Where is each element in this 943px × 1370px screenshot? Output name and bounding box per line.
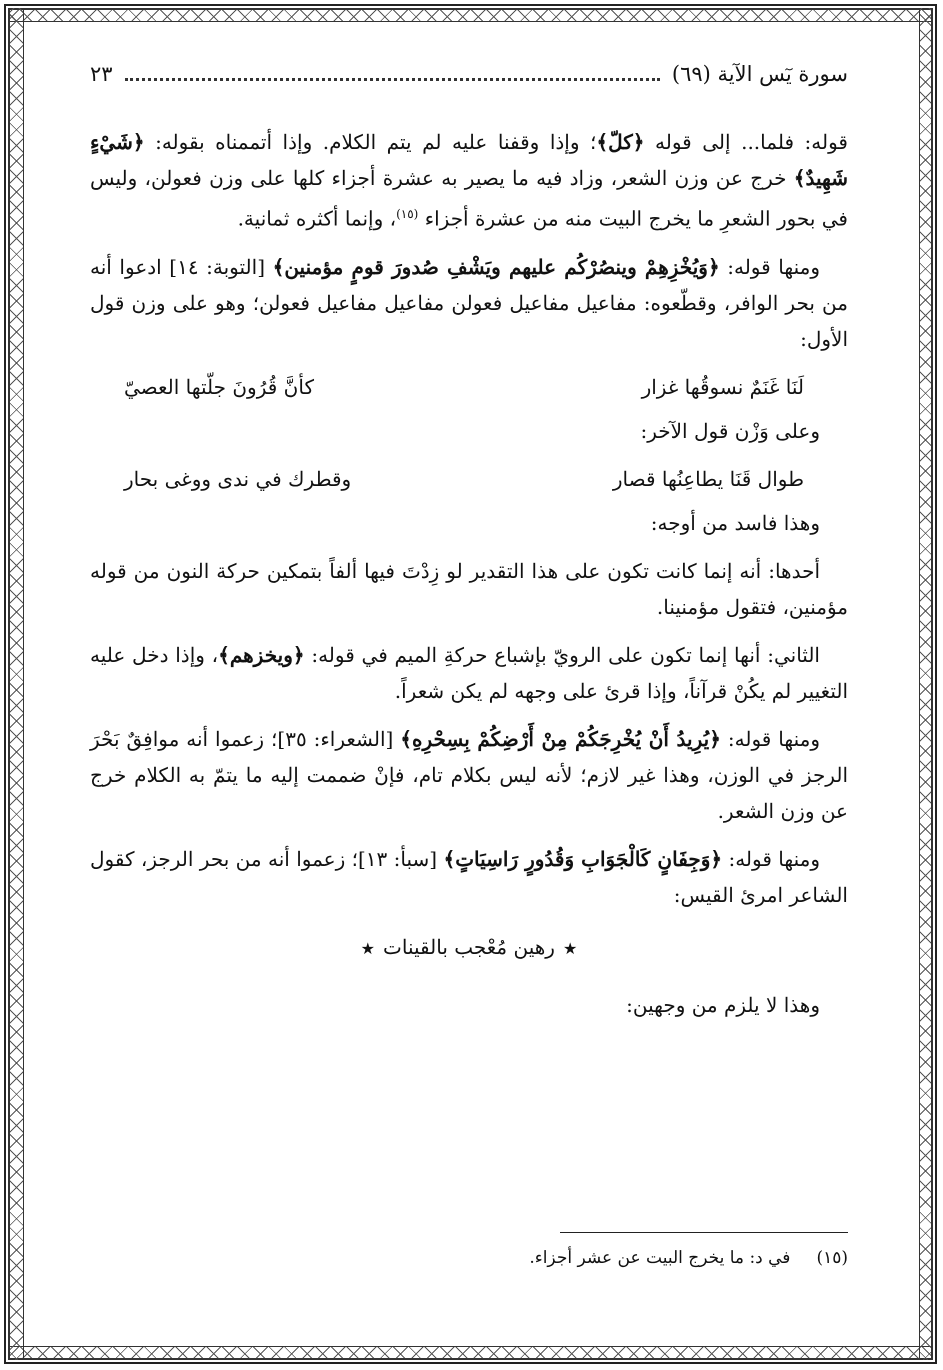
verse-1-first-hemistich: لَنَا غَنَمٌ نسوقُها غزار: [641, 374, 804, 399]
paragraph-4: [90, 841, 848, 913]
text-run: ومنها قوله:: [720, 726, 820, 751]
footnote: [90, 1244, 848, 1272]
footnote-separator: [560, 1232, 848, 1233]
decorative-border-top: [8, 8, 933, 22]
text-run: خرج عن وزن الشعر، وزاد فيه ما يصير به عشرة أجزاء كلها على وزن فعولن، وليس في بحور الشعرِ ما يخرج البيت منه من عشرة أجزاء: [90, 166, 848, 231]
quran-quote: ﴿كلّ﴾: [596, 130, 645, 154]
quran-quote: ﴿شَيْءٍ شَهِيدٌ﴾: [90, 130, 848, 190]
running-title: سورة يٓس الآية (٦٩): [671, 62, 848, 86]
verse-2-second-hemistich: وقطرك في ندى ووغى بحار: [124, 466, 352, 491]
main-text: [90, 124, 848, 1023]
header-dot-leader: [125, 78, 660, 81]
objections-intro: وهذا فاسد من أوجه:: [650, 510, 820, 535]
text-run: ومنها قوله:: [719, 254, 820, 279]
text-run: ؛ وإذا وقفنا عليه لم يتم الكلام. وإذا أتممناه بقوله:: [144, 130, 597, 154]
text-run: ، وإنما أكثره ثمانية.: [237, 206, 397, 231]
hemistich-text: رهين مُعْجب بالقينات: [383, 934, 555, 959]
footnote-text: في د: ما يخرج البيت عن عشر أجزاء.: [529, 1248, 791, 1268]
verse-1: [90, 369, 848, 405]
paragraph-2: [90, 249, 848, 357]
text-run: ومنها قوله:: [722, 846, 820, 871]
verse-1-second-hemistich: كأنَّ قُرُونَ جلّتها العصيّ: [124, 374, 314, 399]
paragraph-first-objection: أحدها: أنه إنما كانت تكون على هذا التقدير لو زِدْتَ فيها ألفاً بتمكين حركة النون من قوله مؤمنين، فتقول مؤمنينا.: [90, 558, 848, 619]
text-run: [الشعراء: ٣٥]؛ زعموا أنه موافِقٌ بَحْرَ الرجز في الوزن، وهذا غير لازم؛ لأنه ليس بكلام تام، فإنْ ضممت إليه ما يتمّ به الكلام خرج عن وزن الشعر.: [90, 726, 848, 823]
text-run: [التوبة: ١٤] ادعوا أنه من بحر الوافر، وقطّعوه: مفاعيل مفاعيل فعولن مفاعيل مفاعيل فعولن؛ وهو على وزن قول الأول:: [90, 254, 848, 351]
footnote-number: (١٥): [816, 1248, 848, 1268]
verse-2-first-hemistich: طوال قَنَا يطاعِنُها قصار: [612, 466, 804, 491]
page-content: [90, 62, 848, 1035]
text-run: الثاني: أنها إنما تكون على الرويّ بإشباع حركةِ الميم في قوله:: [304, 642, 820, 667]
decorative-border-right: [919, 8, 933, 1360]
text-run: ، وإذا دخل عليه التغيير لم يكُنْ قرآناً، وإذا قرئ على وجهه لم يكن شعراً.: [90, 642, 848, 703]
verse-2-intro: وعلى وَزْن قول الآخر:: [640, 418, 820, 443]
quran-quote: ﴿وَجِفَانٍ كَالْجَوَابِ وَقُدُورٍ رَاسِيَاتٍ﴾: [443, 846, 723, 871]
paragraph-second-objection: [90, 637, 848, 709]
text-run: [سبأ: ١٣]؛ زعموا أنه من بحر الرجز، كقول الشاعر امرئ القيس:: [90, 846, 848, 907]
running-header: [90, 62, 848, 102]
quran-quote: ﴿يُرِيدُ أَنْ يُخْرِجَكُمْ مِنْ أَرْضِكُمْ بِسِحْرِهِ﴾: [400, 726, 721, 751]
verse-2: [90, 461, 848, 497]
page-number: ٢٣: [90, 62, 113, 86]
star-icon: ★: [562, 938, 578, 958]
star-icon: ★: [360, 938, 376, 958]
quoted-hemistich: [90, 929, 848, 967]
text-run: قوله: فلما... إلى قوله: [644, 130, 848, 154]
decorative-border-left: [8, 8, 24, 1360]
decorative-border-bottom: [8, 1346, 933, 1360]
quran-quote: ﴿وَيُخْزِهِمْ وينصُرْكُم عليهم ويَشْفِ صُدورَ قومٍ مؤمنين﴾: [272, 254, 720, 279]
footnote-reference: (١٥): [396, 207, 419, 221]
paragraph-3: [90, 721, 848, 829]
closing-line: وهذا لا يلزم من وجهين:: [626, 992, 820, 1017]
quran-quote: ﴿ويخزهم﴾: [218, 642, 305, 667]
paragraph-1: [90, 124, 848, 237]
